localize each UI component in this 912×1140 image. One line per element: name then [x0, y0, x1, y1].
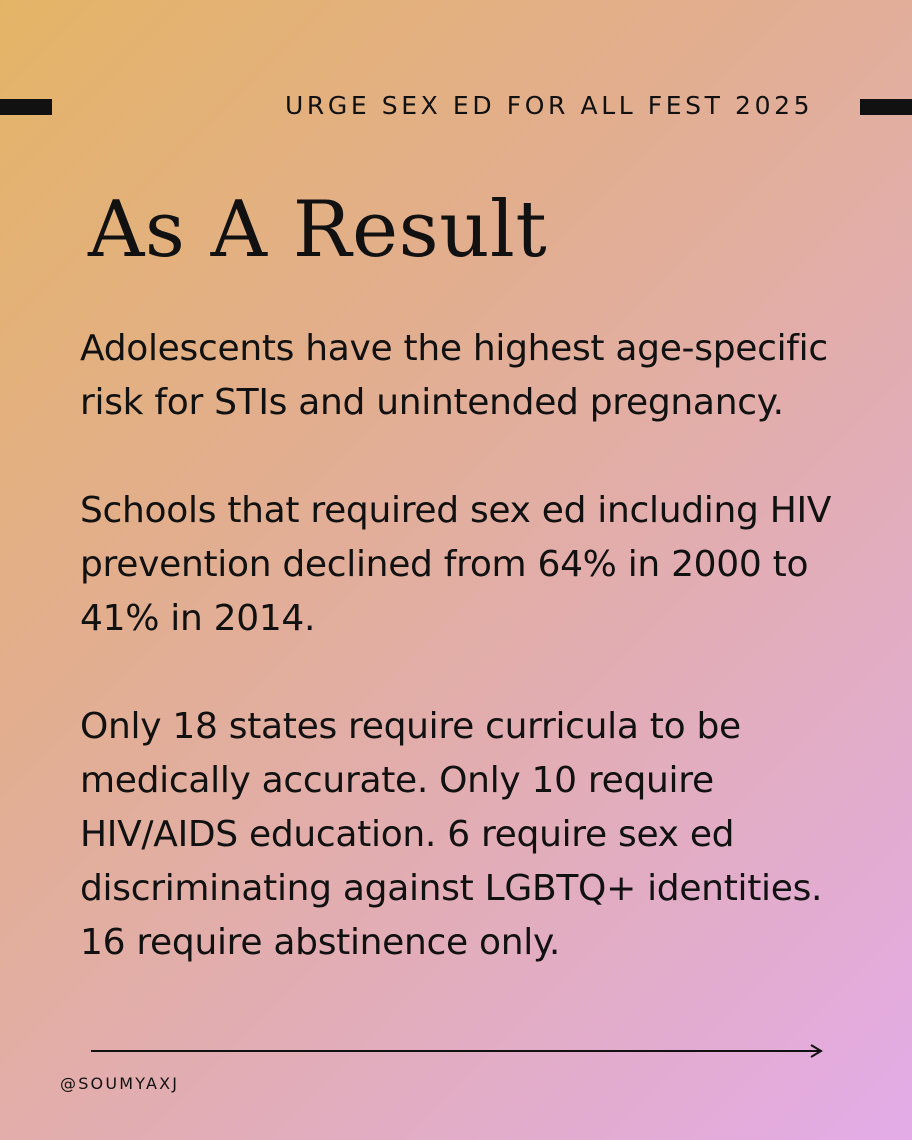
event-title: URGE SEX ED FOR ALL FEST 2025 [285, 91, 814, 120]
paragraph-sti-risk: Adolescents have the highest age-specific risk for STIs and unintended pregnancy. [80, 328, 828, 423]
paragraph-hiv-prevention: Schools that required sex ed including HIV prevention declined from 64% in 2000 to 41% in 2014. [80, 490, 832, 639]
left-accent-bar [0, 99, 52, 115]
author-handle: @SOUMYAXJ [60, 1074, 180, 1093]
right-accent-bar [860, 99, 912, 115]
page-title: As A Result [88, 185, 548, 275]
arrow-right-icon[interactable] [91, 1041, 825, 1061]
body-text [80, 322, 850, 970]
paragraph-state-requirements: Only 18 states require curricula to be medically accurate. Only 10 require HIV/AIDS education. 6 require sex ed discriminating against LGBTQ+ identities. 16 require abstinence only. [80, 706, 823, 963]
